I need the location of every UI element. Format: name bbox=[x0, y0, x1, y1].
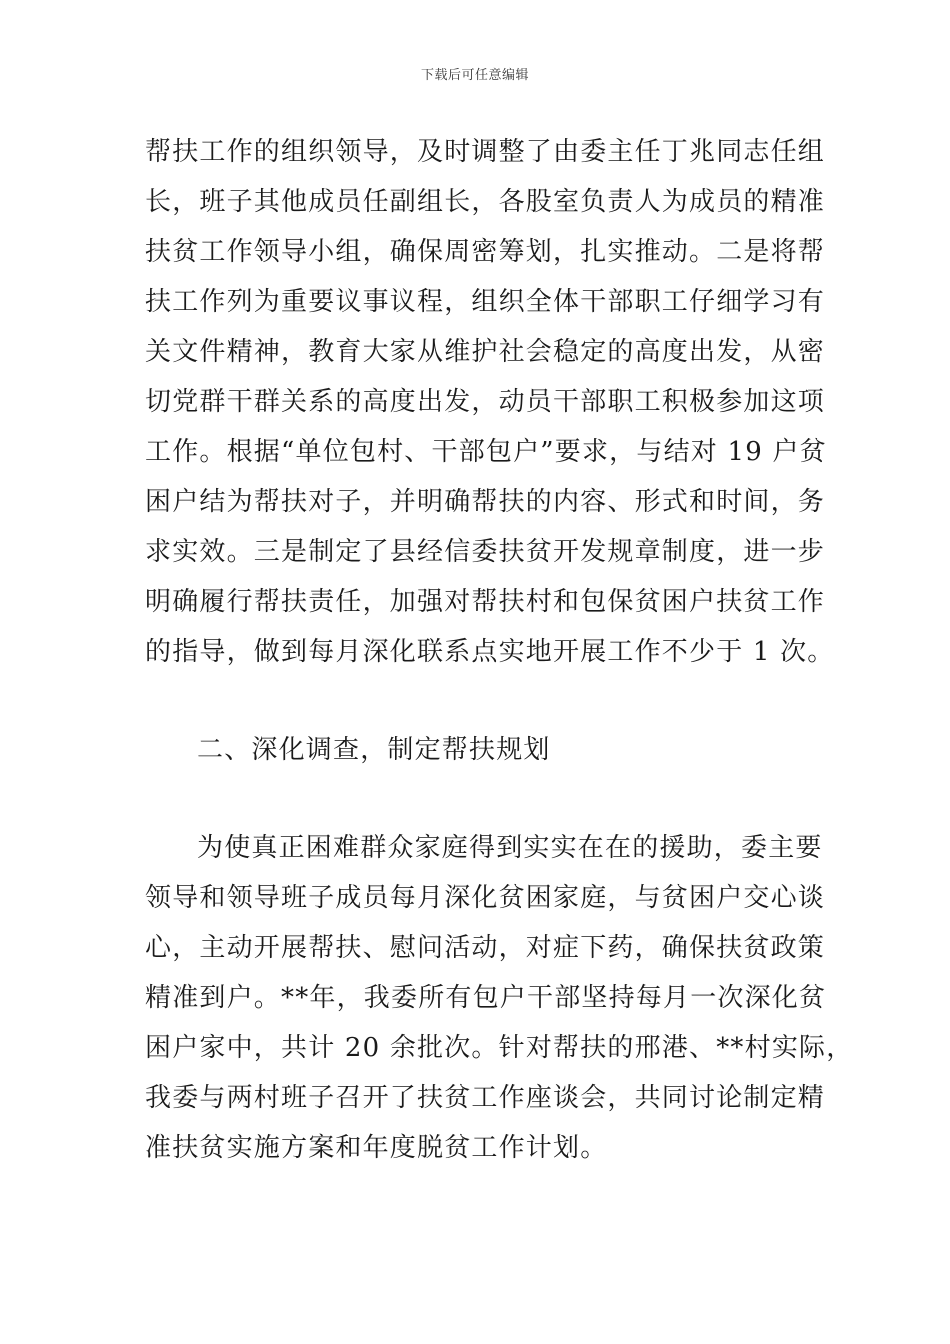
paragraph-1-line: 扶工作列为重要议事议程，组织全体干部职工仔细学习有 bbox=[145, 287, 826, 317]
paragraph-1-line: 切党群干群关系的高度出发，动员干部职工积极参加这项 bbox=[145, 387, 826, 417]
paragraph-1-line: 帮扶工作的组织领导，及时调整了由委主任丁兆同志任组 bbox=[145, 137, 826, 167]
paragraph-2-line: 心，主动开展帮扶、慰问活动，对症下药，确保扶贫政策 bbox=[145, 933, 826, 963]
section-heading: 二、深化调查，制定帮扶规划 bbox=[197, 735, 551, 765]
paragraph-1-line: 的指导，做到每月深化联系点实地开展工作不少于 1 次。 bbox=[145, 637, 835, 667]
paragraph-2-line: 准扶贫实施方案和年度脱贫工作计划。 bbox=[145, 1133, 608, 1163]
paragraph-2-line: 领导和领导班子成员每月深化贫困家庭，与贫困户交心谈 bbox=[145, 883, 826, 913]
header-note: 下载后可任意编辑 bbox=[420, 68, 529, 83]
paragraph-2-line: 为使真正困难群众家庭得到实实在在的援助，委主要 bbox=[197, 833, 823, 863]
paragraph-1-line: 困户结为帮扶对子，并明确帮扶的内容、形式和时间，务 bbox=[145, 487, 826, 517]
paragraph-2-line: 我委与两村班子召开了扶贫工作座谈会，共同讨论制定精 bbox=[145, 1083, 826, 1113]
paragraph-1-line: 工作。根据“单位包村、干部包户”要求，与结对 19 户贫 bbox=[145, 437, 827, 467]
paragraph-1-line: 扶贫工作领导小组，确保周密筹划，扎实推动。二是将帮 bbox=[145, 237, 826, 267]
paragraph-1-line: 明确履行帮扶责任，加强对帮扶村和包保贫困户扶贫工作 bbox=[145, 587, 826, 617]
paragraph-1-line: 求实效。三是制定了县经信委扶贫开发规章制度，进一步 bbox=[145, 537, 826, 567]
paragraph-2-line: 精准到户。**年，我委所有包户干部坚持每月一次深化贫 bbox=[145, 983, 827, 1013]
paragraph-1-line: 长，班子其他成员任副组长，各股室负责人为成员的精准 bbox=[145, 187, 826, 217]
paragraph-2-line: 困户家中，共计 20 余批次。针对帮扶的邢港、**村实际， bbox=[145, 1033, 854, 1063]
paragraph-1-line: 关文件精神，教育大家从维护社会稳定的高度出发，从密 bbox=[145, 337, 826, 367]
